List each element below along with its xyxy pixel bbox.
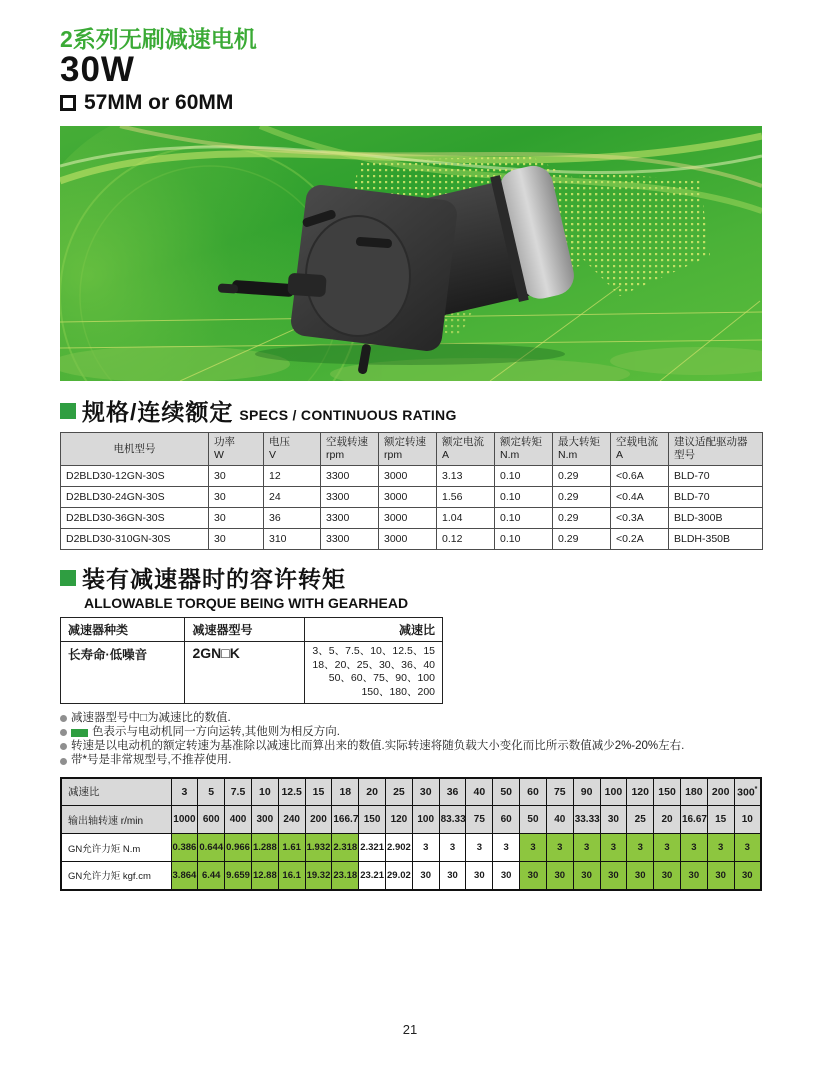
spec-col-label: 电压 — [269, 436, 290, 449]
gearhead-table — [60, 617, 443, 704]
value-cell: 100 — [600, 778, 627, 806]
ratio-row — [61, 778, 761, 806]
spec-cell: 0.10 — [495, 487, 553, 508]
spec-cell: 0.10 — [495, 529, 553, 550]
spec-cell: D2BLD30-12GN-30S — [61, 466, 209, 487]
value-cell: 25 — [627, 806, 654, 834]
section-square-icon — [60, 403, 76, 419]
spec-cell: 0.29 — [553, 466, 611, 487]
spec-col-unit: rpm — [384, 449, 403, 462]
value-cell: 240 — [278, 806, 305, 834]
value-cell: 300* — [734, 778, 761, 806]
row-label: 输出轴转速 r/min — [61, 806, 171, 834]
spec-row — [61, 529, 763, 550]
torque-heading-cn: 装有减速器时的容许转矩 — [82, 566, 346, 593]
frame-size-square-icon — [60, 95, 76, 111]
spec-col-header — [321, 433, 379, 466]
spec-cell: 310 — [264, 529, 321, 550]
value-cell: 19.32 — [305, 862, 332, 890]
output-speed-row — [61, 806, 761, 834]
gearhead-col-model: 减速器型号 — [185, 618, 305, 642]
value-cell: 16.67 — [680, 806, 707, 834]
value-cell: 30 — [734, 862, 761, 890]
spec-cell: <0.6A — [611, 466, 669, 487]
value-cell: 33.33 — [573, 806, 600, 834]
spec-col-label: 空载电流 — [616, 436, 658, 449]
value-cell: 200 — [305, 806, 332, 834]
value-cell: 10 — [251, 778, 278, 806]
value-cell: 30 — [680, 862, 707, 890]
spec-cell: 0.12 — [437, 529, 495, 550]
value-cell: 40 — [466, 778, 493, 806]
value-cell: 3 — [734, 834, 761, 862]
spec-cell: 3300 — [321, 487, 379, 508]
specs-table — [60, 432, 763, 550]
value-cell: 50 — [493, 778, 520, 806]
value-cell: 30 — [573, 862, 600, 890]
value-cell: 3 — [466, 834, 493, 862]
note-text: 带*号是非常规型号,不推荐使用. — [71, 754, 232, 767]
value-cell: 30 — [600, 806, 627, 834]
spec-col-header — [61, 433, 209, 466]
spec-row — [61, 487, 763, 508]
spec-cell: 30 — [209, 529, 264, 550]
value-cell: 30 — [546, 862, 573, 890]
gearhead-header-row — [61, 618, 443, 642]
bullet-icon — [60, 729, 67, 736]
spec-cell: 0.10 — [495, 466, 553, 487]
value-cell: 25 — [386, 778, 413, 806]
note-text: 减速器型号中□为减速比的数值. — [71, 711, 231, 724]
value-cell: 5 — [198, 778, 225, 806]
spec-col-unit: A — [442, 449, 450, 462]
product-hero-image — [60, 126, 762, 381]
spec-cell: 3000 — [379, 487, 437, 508]
spec-cell: BLDH-350B — [669, 529, 763, 550]
spec-col-unit: V — [269, 449, 277, 462]
value-cell: 3 — [412, 834, 439, 862]
spec-col-label: 最大转矩 — [558, 436, 600, 449]
spec-cell: 0.29 — [553, 508, 611, 529]
gear-ratios — [305, 642, 443, 704]
value-cell: 75 — [466, 806, 493, 834]
value-cell: 10 — [734, 806, 761, 834]
value-cell: 9.659 — [225, 862, 252, 890]
value-cell: 120 — [386, 806, 413, 834]
value-cell: 1.288 — [251, 834, 278, 862]
spec-cell: D2BLD30-310GN-30S — [61, 529, 209, 550]
spec-col-header — [379, 433, 437, 466]
frame-size — [60, 91, 762, 115]
row-label: GN允许力矩 kgf.cm — [61, 862, 171, 890]
spec-col-header — [437, 433, 495, 466]
value-cell: 2.321 — [359, 834, 386, 862]
note-line — [60, 726, 762, 739]
gear-ratio-line: 50、60、75、90、100 — [328, 672, 435, 685]
value-cell: 3 — [546, 834, 573, 862]
value-cell: 60 — [520, 778, 547, 806]
spec-cell: BLD-300B — [669, 508, 763, 529]
value-cell: 1.61 — [278, 834, 305, 862]
spec-col-header — [209, 433, 264, 466]
value-cell: 3 — [171, 778, 198, 806]
row-label: GN允许力矩 N.m — [61, 834, 171, 862]
value-cell: 30 — [520, 862, 547, 890]
section-square-icon — [60, 570, 76, 586]
value-cell: 50 — [520, 806, 547, 834]
value-cell: 30 — [412, 778, 439, 806]
note-text: 转速是以电动机的额定转速为基准除以减速比而算出来的数值.实际转速将随负载大小变化而比所示数值减少2%-20%左右. — [71, 740, 685, 753]
spec-row — [61, 466, 763, 487]
torque-heading-en: ALLOWABLE TORQUE BEING WITH GEARHEAD — [84, 595, 409, 612]
spec-row — [61, 508, 763, 529]
spec-cell: D2BLD30-36GN-30S — [61, 508, 209, 529]
gear-type: 长寿命·低噪音 — [61, 642, 185, 704]
value-cell: 200 — [707, 778, 734, 806]
value-cell: 0.386 — [171, 834, 198, 862]
spec-col-label: 空载转速 — [326, 436, 368, 449]
value-cell: 36 — [439, 778, 466, 806]
spec-cell: BLD-70 — [669, 487, 763, 508]
spec-cell: <0.4A — [611, 487, 669, 508]
spec-col-label: 额定转速 — [384, 436, 426, 449]
value-cell: 2.318 — [332, 834, 359, 862]
spec-col-unit: W — [214, 449, 224, 462]
spec-cell: 1.04 — [437, 508, 495, 529]
spec-cell: 36 — [264, 508, 321, 529]
spec-cell: 3000 — [379, 529, 437, 550]
green-legend-swatch-icon — [71, 729, 88, 737]
value-cell: 3 — [439, 834, 466, 862]
spec-cell: 12 — [264, 466, 321, 487]
spec-cell: 1.56 — [437, 487, 495, 508]
spec-col-header — [611, 433, 669, 466]
spec-col-label: 电机型号 — [113, 442, 156, 455]
value-cell: 20 — [359, 778, 386, 806]
value-cell: 90 — [573, 778, 600, 806]
specs-heading-en: SPECS / CONTINUOUS RATING — [239, 407, 457, 424]
spec-col-header — [669, 433, 763, 466]
spec-cell: 30 — [209, 487, 264, 508]
value-cell: 30 — [627, 862, 654, 890]
hero-illustration — [60, 126, 762, 381]
value-cell: 6.44 — [198, 862, 225, 890]
spec-cell: 30 — [209, 466, 264, 487]
value-cell: 7.5 — [225, 778, 252, 806]
specs-heading-cn: 规格/连续额定 — [82, 399, 234, 426]
value-cell: 166.7 — [332, 806, 359, 834]
spec-cell: 3000 — [379, 466, 437, 487]
spec-cell: 24 — [264, 487, 321, 508]
value-cell: 3 — [493, 834, 520, 862]
value-cell: 3 — [680, 834, 707, 862]
value-cell: 23.18 — [332, 862, 359, 890]
value-cell: 30 — [707, 862, 734, 890]
value-cell: 15 — [305, 778, 332, 806]
series-title: 2系列无刷减速电机 — [60, 26, 257, 52]
gearhead-col-ratio: 减速比 — [305, 618, 443, 642]
torque-kgfcm-row — [61, 862, 761, 890]
bullet-icon — [60, 743, 67, 750]
gear-ratio-line: 3、5、7.5、10、12.5、15 — [312, 645, 435, 658]
value-cell: 3 — [600, 834, 627, 862]
value-cell: 83.33 — [439, 806, 466, 834]
value-cell: 300 — [251, 806, 278, 834]
value-cell: 30 — [439, 862, 466, 890]
value-cell: 180 — [680, 778, 707, 806]
spec-cell: D2BLD30-24GN-30S — [61, 487, 209, 508]
value-cell: 2.902 — [386, 834, 413, 862]
spec-col-header — [495, 433, 553, 466]
power-rating: 30W — [60, 50, 135, 90]
page-header — [60, 0, 762, 115]
value-cell: 0.966 — [225, 834, 252, 862]
page-number: 21 — [402, 1022, 418, 1037]
spec-col-label: 额定电流 — [442, 436, 484, 449]
value-cell: 150 — [654, 778, 681, 806]
spec-cell: 3300 — [321, 529, 379, 550]
specs-section-heading — [60, 394, 762, 427]
spec-cell: 0.29 — [553, 529, 611, 550]
row-label: 减速比 — [61, 778, 171, 806]
value-cell: 30 — [412, 862, 439, 890]
torque-section-heading — [60, 561, 762, 594]
value-cell: 12.88 — [251, 862, 278, 890]
note-line — [60, 754, 762, 767]
spec-cell: 3300 — [321, 508, 379, 529]
value-cell: 30 — [493, 862, 520, 890]
spec-cell: 3.13 — [437, 466, 495, 487]
value-cell: 12.5 — [278, 778, 305, 806]
value-cell: 1.932 — [305, 834, 332, 862]
spec-cell: 3000 — [379, 508, 437, 529]
bullet-icon — [60, 715, 67, 722]
value-cell: 600 — [198, 806, 225, 834]
value-cell: 30 — [466, 862, 493, 890]
value-cell: 60 — [493, 806, 520, 834]
value-cell: 3 — [627, 834, 654, 862]
spec-cell: BLD-70 — [669, 466, 763, 487]
gearhead-data-row — [61, 642, 443, 704]
spec-col-label: 建议适配驱动器型号 — [674, 436, 748, 462]
spec-col-header — [264, 433, 321, 466]
value-cell: 1000 — [171, 806, 198, 834]
value-cell: 3 — [654, 834, 681, 862]
value-cell: 30 — [600, 862, 627, 890]
value-cell: 20 — [654, 806, 681, 834]
spec-col-unit: N.m — [558, 449, 578, 462]
value-cell: 400 — [225, 806, 252, 834]
spec-cell: 3300 — [321, 466, 379, 487]
value-cell: 3 — [520, 834, 547, 862]
spec-cell: <0.3A — [611, 508, 669, 529]
value-cell: 120 — [627, 778, 654, 806]
value-cell: 30 — [654, 862, 681, 890]
value-cell: 18 — [332, 778, 359, 806]
notes — [60, 712, 762, 768]
gear-model: 2GN□K — [185, 642, 305, 704]
gear-ratio-line: 18、20、25、30、36、40 — [312, 658, 435, 671]
value-cell: 16.1 — [278, 862, 305, 890]
spec-cell: 30 — [209, 508, 264, 529]
spec-col-unit: N.m — [500, 449, 520, 462]
value-cell: 23.21 — [359, 862, 386, 890]
value-cell: 3 — [707, 834, 734, 862]
gear-ratio-line: 150、180、200 — [361, 686, 435, 699]
spec-col-label: 额定转矩 — [500, 436, 542, 449]
value-cell: 3.864 — [171, 862, 198, 890]
value-cell: 100 — [412, 806, 439, 834]
value-cell: 40 — [546, 806, 573, 834]
spec-col-label: 功率 — [214, 436, 235, 449]
spec-cell: 0.29 — [553, 487, 611, 508]
frame-size-label: 57MM or 60MM — [84, 91, 234, 115]
ratio-torque-table — [60, 777, 762, 891]
value-cell: 15 — [707, 806, 734, 834]
value-cell: 29.02 — [386, 862, 413, 890]
value-cell: 150 — [359, 806, 386, 834]
value-cell: 75 — [546, 778, 573, 806]
specs-header-row — [61, 433, 763, 466]
gearhead-col-type: 减速器种类 — [61, 618, 185, 642]
spec-cell: 0.10 — [495, 508, 553, 529]
value-cell: 3 — [573, 834, 600, 862]
spec-col-unit: A — [616, 449, 624, 462]
spec-col-header — [553, 433, 611, 466]
spec-col-unit: rpm — [326, 449, 345, 462]
note-line — [60, 740, 762, 753]
torque-nm-row — [61, 834, 761, 862]
bullet-icon — [60, 758, 67, 765]
value-cell: 0.644 — [198, 834, 225, 862]
spec-cell: <0.2A — [611, 529, 669, 550]
note-text: 色表示与电动机同一方向运转,其他则为相反方向. — [92, 725, 340, 738]
note-line — [60, 712, 762, 725]
